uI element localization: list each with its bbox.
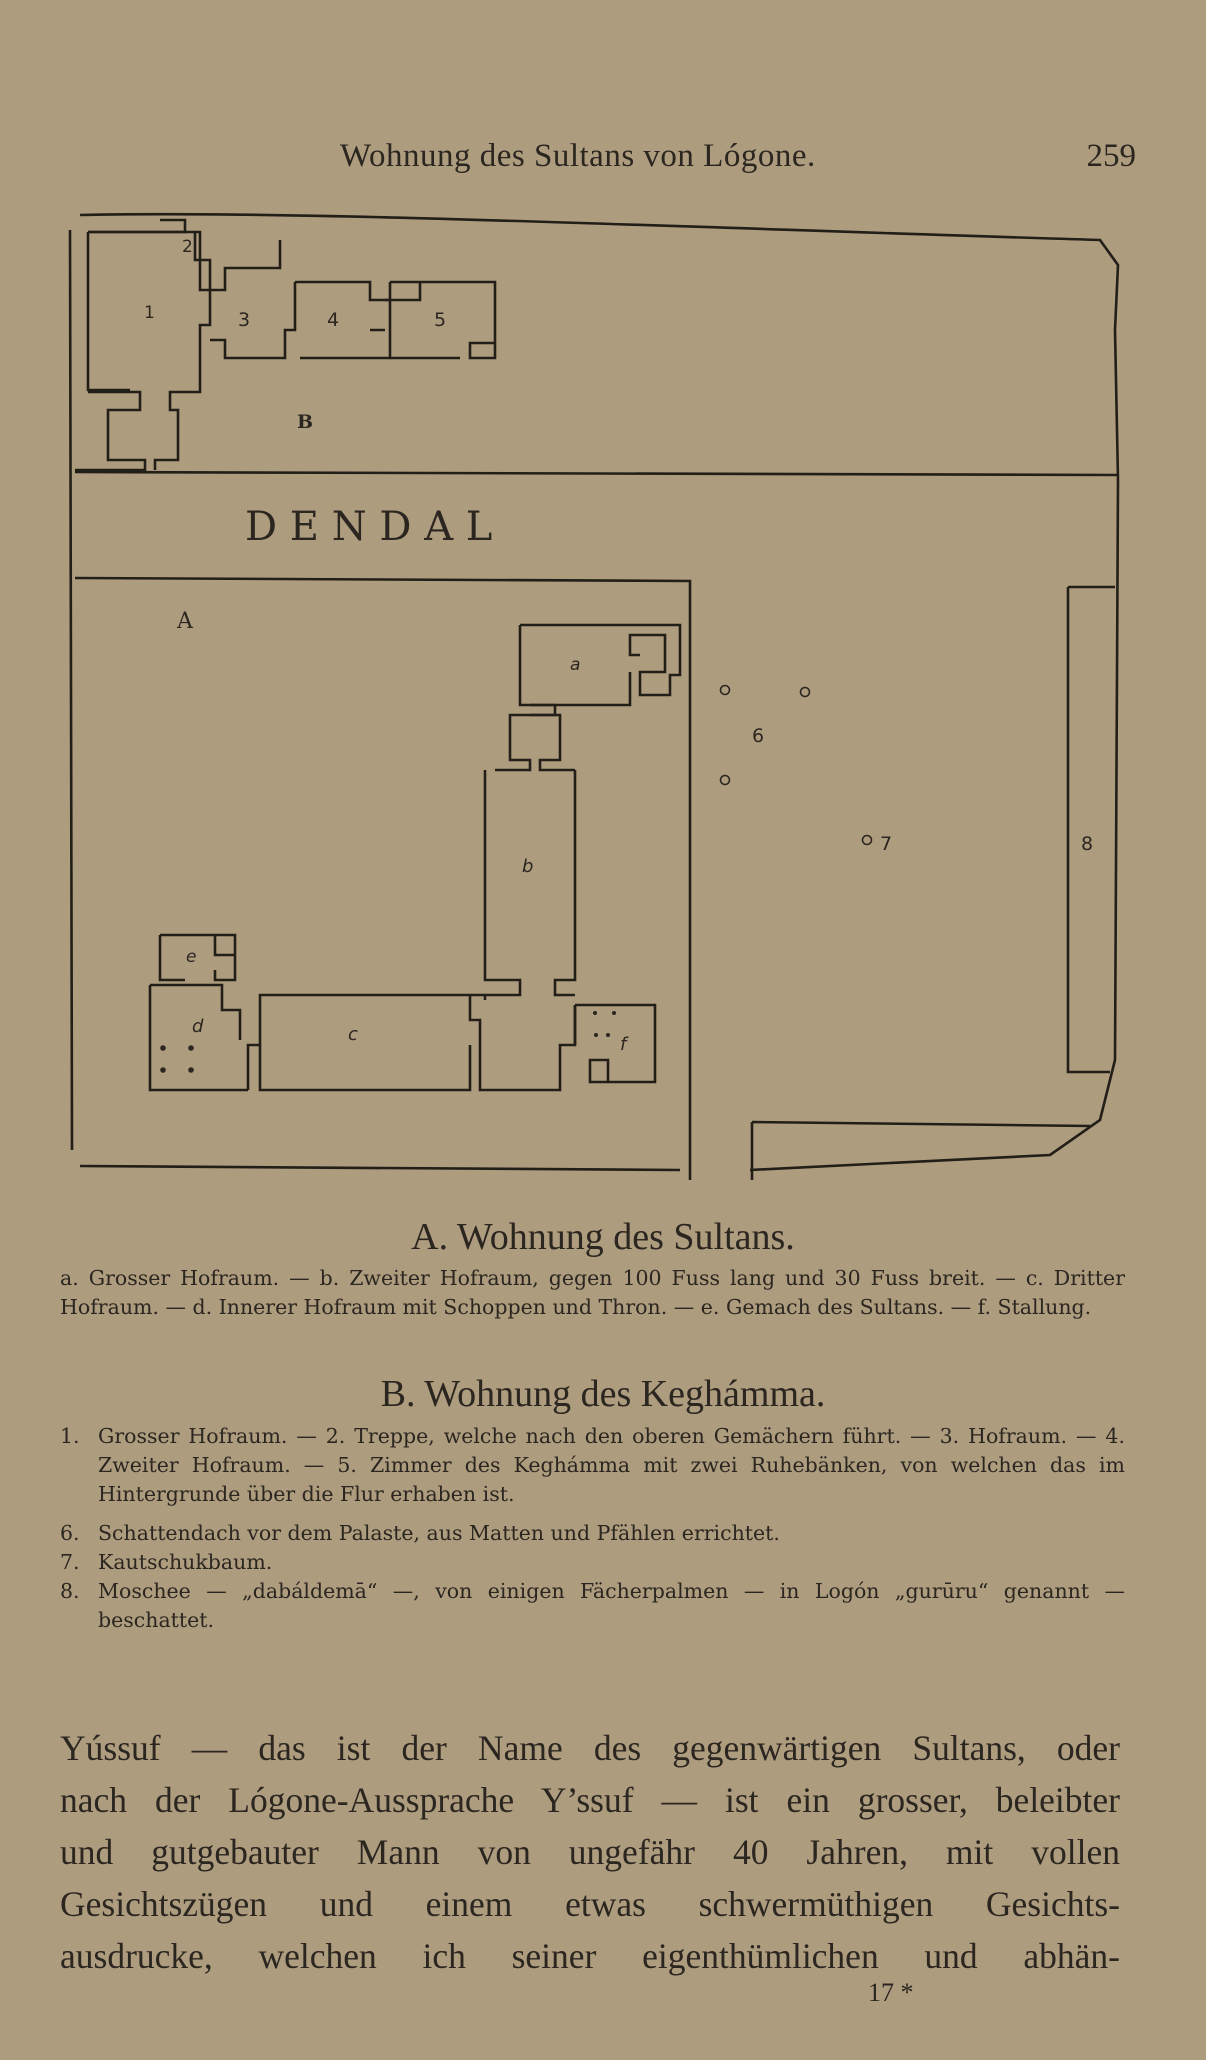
label-tree-7: 7	[880, 833, 893, 855]
legend-item-text: Schattendach vor dem Palaste, aus Matten und Pfählen errichtet.	[98, 1521, 780, 1545]
label-room-1: 1	[144, 303, 155, 323]
label-room-5: 5	[434, 309, 447, 331]
label-room-2: 2	[182, 237, 193, 257]
bench-dot	[188, 1045, 194, 1051]
label-section-b: B	[297, 411, 314, 433]
label-court-c: c	[348, 1024, 358, 1045]
label-section-a: A	[177, 609, 193, 634]
stall-dot	[593, 1011, 597, 1015]
body-line: ausdrucke, welchen ich seiner eigenthümlichen und abhän-	[60, 1936, 1120, 1976]
legend-item-number: 1.	[60, 1424, 80, 1448]
label-room-4: 4	[327, 309, 340, 331]
post-marker	[721, 686, 730, 695]
room-2	[195, 232, 210, 282]
post-marker	[801, 688, 810, 697]
legend-item-number: 6.	[60, 1521, 80, 1545]
caption-sultan: A. Wohnung des Sultans.	[411, 1216, 795, 1258]
label-room-3: 3	[238, 309, 251, 331]
room-4	[295, 282, 390, 358]
court-a	[495, 625, 680, 770]
court-b	[485, 770, 575, 1000]
running-title: Wohnung des Sultans von Lógone.	[340, 138, 816, 174]
label-dendal: D E N D A L	[245, 504, 493, 550]
stable-f	[575, 1005, 655, 1082]
legend-sultan	[60, 1264, 1125, 1322]
legend-keghamma	[60, 1422, 1125, 1635]
body-line: Yússuf — das ist der Name des gegenwärtigen Sultans, oder	[60, 1728, 1120, 1768]
bench-dot	[188, 1067, 194, 1073]
room-3	[155, 282, 210, 470]
bottom-right-room	[752, 1122, 1090, 1180]
body-paragraph	[60, 1722, 1120, 1982]
post-marker	[721, 776, 730, 785]
page-number: 259	[1086, 138, 1136, 174]
label-stable-f: f	[620, 1034, 627, 1055]
label-shade-6: 6	[752, 725, 765, 747]
stall-dot	[594, 1033, 598, 1037]
legend-item	[60, 1519, 1125, 1548]
legend-item	[60, 1577, 1125, 1635]
label-room-e: e	[186, 947, 197, 967]
legend-sultan-text: a. Grosser Hofraum. — b. Zweiter Hofraum, gegen 100 Fuss lang und 30 Fuss breit. — c. Dritter Hofraum. — d. Innerer Hofraum mit Schoppen und Thron. — e. Gemach des Sultans. — f. Stallung.	[60, 1266, 1125, 1319]
room-3-inner	[210, 282, 295, 358]
dendal-top-wall	[75, 472, 1118, 475]
legend-item	[60, 1548, 1125, 1577]
legend-item	[60, 1422, 1125, 1509]
legend-item-text: Kautschukbaum.	[98, 1550, 273, 1574]
legend-item-text: Moschee — „dabáldemā“ —, von einigen Fächerpalmen — in Logón „gurūru“ genannt — beschattet.	[98, 1579, 1125, 1632]
tree-marker	[863, 836, 872, 845]
caption-keghamma: B. Wohnung des Keghámma.	[380, 1373, 826, 1415]
court-a-lower	[530, 672, 630, 770]
court-c	[248, 995, 575, 1090]
legend-item-text: Grosser Hofraum. — 2. Treppe, welche nach den oberen Gemächern führt. — 3. Hofraum. — 4. Zweiter Hofraum. — 5. Zimmer des Keghámma mit zwei Ruhebänken, von welchen das im Hintergrunde über die Flur erhaben ist.	[98, 1424, 1125, 1506]
bench-dot	[160, 1067, 166, 1073]
legend-item-number: 8.	[60, 1579, 80, 1603]
body-line: Gesichtszügen und einem etwas schwermüthigen Gesichts-	[60, 1884, 1120, 1924]
stall-dot	[606, 1033, 610, 1037]
court-d	[150, 985, 248, 1090]
label-court-a: a	[570, 655, 581, 675]
body-line: und gutgebauter Mann von ungefähr 40 Jahren, mit vollen	[60, 1832, 1120, 1872]
room-1	[75, 220, 185, 470]
room-e	[160, 935, 235, 980]
legend-item-number: 7.	[60, 1550, 80, 1574]
label-court-d: d	[192, 1016, 204, 1037]
signature-mark: 17 *	[868, 1978, 914, 2007]
bench-dot	[160, 1045, 166, 1051]
body-line: nach der Lógone-Aussprache Y’ssuf — ist ein grosser, beleibter	[60, 1780, 1120, 1820]
label-mosque-8: 8	[1081, 833, 1094, 855]
label-court-b: b	[522, 856, 534, 877]
stall-dot	[612, 1011, 616, 1015]
mosque-8	[1068, 587, 1115, 1072]
